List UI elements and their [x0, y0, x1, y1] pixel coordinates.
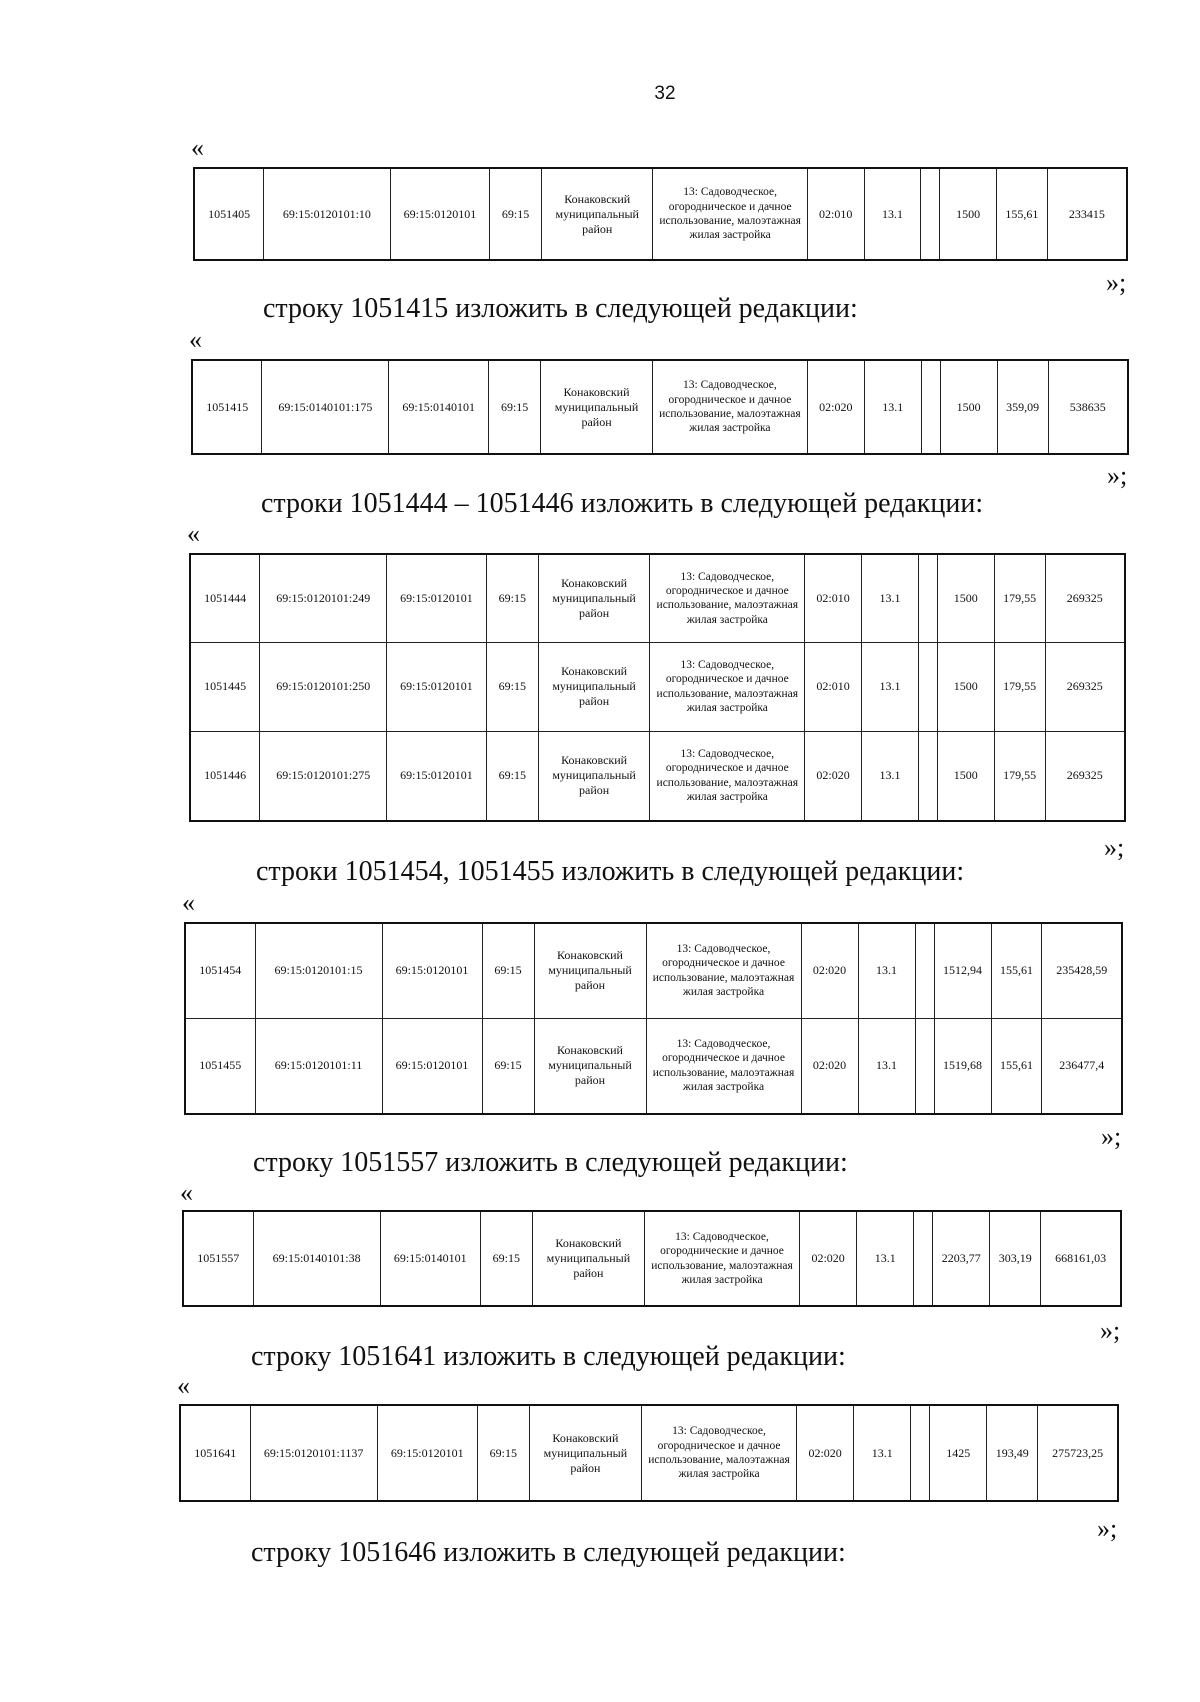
area: 1500: [940, 360, 997, 454]
group-code: 13.1: [862, 731, 919, 821]
land-plot-table: [193, 167, 1128, 261]
specific-value: 179,55: [994, 642, 1045, 731]
category-code: 02:020: [801, 1018, 858, 1114]
close-quote: »;: [1100, 1316, 1121, 1345]
group-code: 13.1: [858, 923, 915, 1018]
land-plot-table: [179, 1404, 1119, 1502]
cadastral-value: 269325: [1045, 642, 1125, 731]
municipality: Конаковский муниципальный район: [538, 642, 650, 731]
land-use: 13: Садоводческое, огородническое и дачное использование, малоэтажная жилая застройка: [646, 923, 801, 1018]
open-quote: «: [182, 888, 195, 917]
cadastral-number: 69:15:0140101:38: [253, 1211, 380, 1306]
cadastral-block: 69:15:0140101: [389, 360, 489, 454]
cadastral-block: 69:15:0120101: [387, 731, 487, 821]
cadastral-number: 69:15:0120101:10: [264, 168, 390, 260]
cadastral-block: 69:15:0140101: [380, 1211, 480, 1306]
group-code: 13.1: [864, 360, 921, 454]
municipality: Конаковский муниципальный район: [541, 360, 653, 454]
row-number: 1051454: [185, 923, 255, 1018]
district-code: 69:15: [489, 360, 541, 454]
empty-cell: [911, 1405, 930, 1501]
area: 1500: [937, 554, 994, 642]
cadastral-number: 69:15:0120101:1137: [250, 1405, 377, 1501]
district-code: 69:15: [482, 1018, 534, 1114]
municipality: Конаковский муниципальный район: [532, 1211, 644, 1306]
row-number: 1051405: [194, 168, 264, 260]
empty-cell: [915, 923, 934, 1018]
land-plot-table: [191, 359, 1129, 455]
specific-value: 179,55: [994, 731, 1045, 821]
row-number: 1051445: [190, 642, 260, 731]
land-use: 13: Садоводческое, огороднические и дачное использование, малоэтажная жилая застройка: [644, 1211, 799, 1306]
specific-value: 359,09: [997, 360, 1048, 454]
specific-value: 155,61: [996, 168, 1047, 260]
open-quote: «: [180, 1178, 193, 1207]
section-instruction: строку 1051641 изложить в следующей редакции:: [251, 1341, 846, 1372]
row-number: 1051415: [192, 360, 262, 454]
row-number: 1051557: [183, 1211, 253, 1306]
table-row: [185, 923, 1122, 1018]
close-quote: »;: [1097, 1514, 1118, 1543]
area: 2203,77: [933, 1211, 990, 1306]
cadastral-block: 69:15:0120101: [377, 1405, 477, 1501]
group-code: 13.1: [864, 168, 921, 260]
close-quote: »;: [1104, 833, 1125, 862]
district-code: 69:15: [477, 1405, 529, 1501]
row-number: 1051446: [190, 731, 260, 821]
district-code: 69:15: [482, 923, 534, 1018]
row-number: 1051455: [185, 1018, 255, 1114]
empty-cell: [921, 360, 940, 454]
group-code: 13.1: [862, 642, 919, 731]
empty-cell: [914, 1211, 933, 1306]
district-code: 69:15: [486, 642, 538, 731]
area: 1500: [940, 168, 997, 260]
municipality: Конаковский муниципальный район: [534, 923, 646, 1018]
specific-value: 303,19: [990, 1211, 1041, 1306]
table-row: [183, 1211, 1121, 1306]
specific-value: 155,61: [991, 1018, 1042, 1114]
page-number: 32: [654, 83, 676, 104]
group-code: 13.1: [854, 1405, 911, 1501]
municipality: Конаковский муниципальный район: [529, 1405, 641, 1501]
open-quote: «: [191, 133, 204, 162]
table-row: [180, 1405, 1118, 1501]
cadastral-block: 69:15:0120101: [387, 642, 487, 731]
cadastral-block: 69:15:0120101: [387, 554, 487, 642]
cadastral-number: 69:15:0120101:11: [255, 1018, 382, 1114]
cadastral-block: 69:15:0120101: [382, 1018, 482, 1114]
section-instruction: строки 1051444 – 1051446 изложить в следующей редакции:: [261, 488, 984, 519]
final-instruction: строку 1051646 изложить в следующей редакции:: [251, 1537, 846, 1568]
cadastral-value: 269325: [1045, 731, 1125, 821]
district-code: 69:15: [490, 168, 542, 260]
specific-value: 155,61: [991, 923, 1042, 1018]
cadastral-number: 69:15:0120101:249: [260, 554, 387, 642]
row-number: 1051641: [180, 1405, 250, 1501]
open-quote: «: [187, 519, 200, 548]
category-code: 02:020: [801, 923, 858, 1018]
category-code: 02:010: [805, 642, 862, 731]
cadastral-value: 275723,25: [1038, 1405, 1118, 1501]
area: 1512,94: [934, 923, 991, 1018]
empty-cell: [915, 1018, 934, 1114]
land-use: 13: Садоводческое, огородническое и дачное использование, малоэтажная жилая застройка: [650, 731, 805, 821]
group-code: 13.1: [858, 1018, 915, 1114]
land-use: 13: Садоводческое, огородническое и дачное использование, малоэтажная жилая застройка: [650, 642, 805, 731]
land-plot-table: [189, 553, 1126, 822]
area: 1500: [937, 731, 994, 821]
section-instruction: строки 1051454, 1051455 изложить в следующей редакции:: [256, 856, 965, 887]
area: 1519,68: [934, 1018, 991, 1114]
group-code: 13.1: [862, 554, 919, 642]
municipality: Конаковский муниципальный район: [534, 1018, 646, 1114]
district-code: 69:15: [486, 554, 538, 642]
municipality: Конаковский муниципальный район: [538, 731, 650, 821]
cadastral-value: 235428,59: [1042, 923, 1122, 1018]
table-row: [194, 168, 1127, 260]
cadastral-number: 69:15:0120101:15: [255, 923, 382, 1018]
close-quote: »;: [1107, 461, 1128, 490]
land-use: 13: Садоводческое, огородническое и дачное использование, малоэтажная жилая застройка: [641, 1405, 796, 1501]
municipality: Конаковский муниципальный район: [538, 554, 650, 642]
cadastral-value: 269325: [1045, 554, 1125, 642]
land-plot-table: [184, 922, 1123, 1115]
close-quote: »;: [1106, 268, 1127, 297]
cadastral-value: 236477,4: [1042, 1018, 1122, 1114]
empty-cell: [918, 642, 937, 731]
section-instruction: строку 1051557 изложить в следующей редакции:: [253, 1147, 848, 1178]
land-use: 13: Садоводческое, огородническое и дачное использование, малоэтажная жилая застройка: [646, 1018, 801, 1114]
table-row: [192, 360, 1128, 454]
table-row: [190, 554, 1125, 642]
empty-cell: [918, 731, 937, 821]
empty-cell: [918, 554, 937, 642]
specific-value: 179,55: [994, 554, 1045, 642]
table-row: [190, 731, 1125, 821]
open-quote: «: [177, 1371, 190, 1400]
cadastral-number: 69:15:0120101:275: [260, 731, 387, 821]
cadastral-number: 69:15:0120101:250: [260, 642, 387, 731]
specific-value: 193,49: [987, 1405, 1038, 1501]
category-code: 02:020: [800, 1211, 857, 1306]
table-row: [190, 642, 1125, 731]
empty-cell: [921, 168, 940, 260]
land-use: 13: Садоводческое, огородническое и дачное использование, малоэтажная жилая застройка: [652, 360, 807, 454]
group-code: 13.1: [857, 1211, 914, 1306]
cadastral-block: 69:15:0120101: [390, 168, 490, 260]
category-code: 02:010: [805, 554, 862, 642]
close-quote: »;: [1101, 1122, 1122, 1151]
category-code: 02:020: [805, 731, 862, 821]
cadastral-number: 69:15:0140101:175: [262, 360, 389, 454]
district-code: 69:15: [486, 731, 538, 821]
cadastral-value: 233415: [1047, 168, 1127, 260]
area: 1425: [930, 1405, 987, 1501]
category-code: 02:020: [797, 1405, 854, 1501]
category-code: 02:010: [807, 168, 864, 260]
cadastral-value: 668161,03: [1041, 1211, 1121, 1306]
table-row: [185, 1018, 1122, 1114]
category-code: 02:020: [807, 360, 864, 454]
land-plot-table: [182, 1210, 1122, 1307]
section-instruction: строку 1051415 изложить в следующей редакции:: [263, 293, 858, 324]
land-use: 13: Садоводческое, огородническое и дачное использование, малоэтажная жилая застройка: [650, 554, 805, 642]
open-quote: «: [189, 325, 202, 354]
row-number: 1051444: [190, 554, 260, 642]
cadastral-value: 538635: [1048, 360, 1128, 454]
district-code: 69:15: [480, 1211, 532, 1306]
municipality: Конаковский муниципальный район: [541, 168, 653, 260]
area: 1500: [937, 642, 994, 731]
land-use: 13: Садоводческое, огородническое и дачное использование, малоэтажная жилая застройка: [653, 168, 807, 260]
cadastral-block: 69:15:0120101: [382, 923, 482, 1018]
